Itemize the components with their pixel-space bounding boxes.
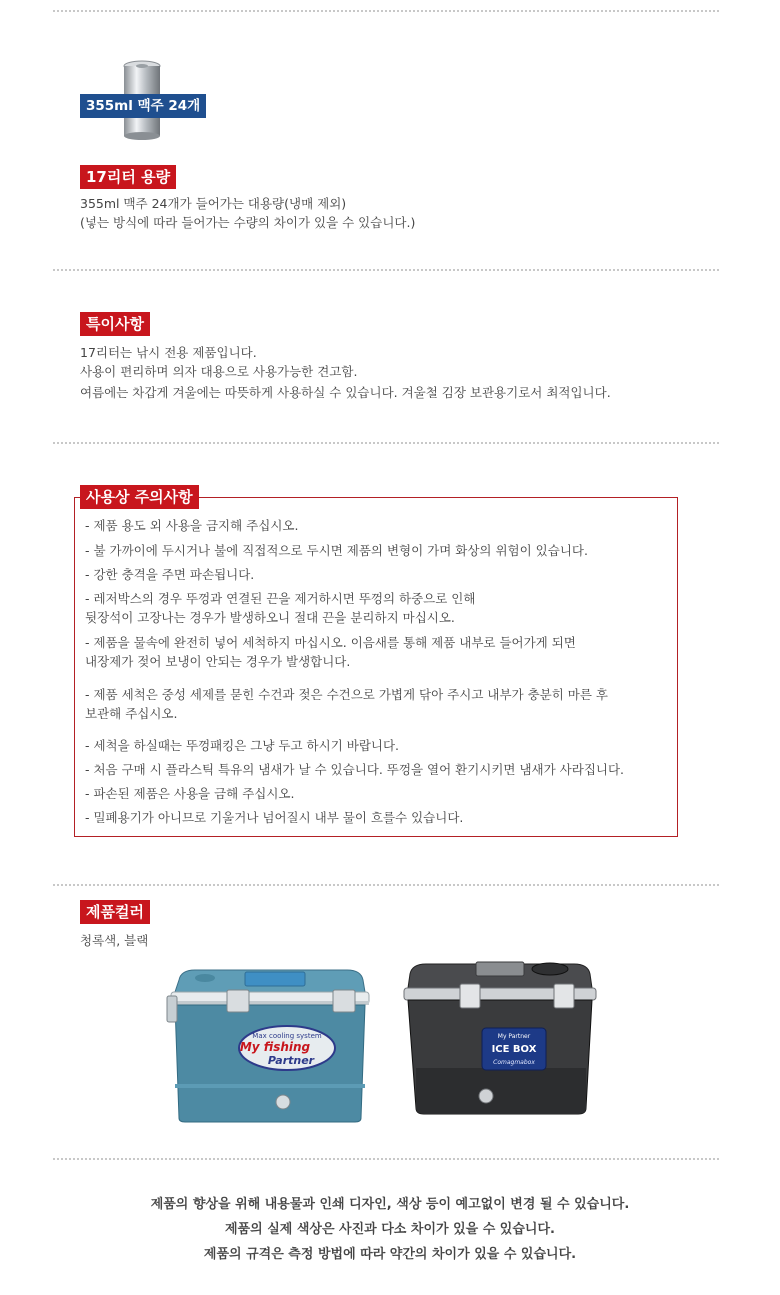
caution-item: - 제품을 물속에 완전히 넣어 세척하지 마십시오. 이음새를 통해 제품 내부로 들어가게 되면 <box>85 635 576 650</box>
black-badge-top: My Partner <box>497 1033 531 1040</box>
caution-item: - 파손된 제품은 사용을 금해 주십시오. <box>85 786 295 801</box>
features-line-3: 여름에는 차갑게 겨울에는 따뜻하게 사용하실 수 있습니다. 겨울철 김장 보관용기로서 최적입니다. <box>80 385 611 400</box>
blue-badge-sub: Partner <box>267 1054 315 1067</box>
caution-item: - 처음 구매 시 플라스틱 특유의 냄새가 날 수 있습니다. 뚜껑을 열어 환기시키면 냄새가 사라집니다. <box>85 762 625 777</box>
features-line-2: 사용이 편리하며 의자 대용으로 사용가능한 견고함. <box>80 364 358 379</box>
top-divider <box>53 10 719 12</box>
features-line-1: 17리터는 낚시 전용 제품입니다. <box>80 345 257 360</box>
blue-cooler-image <box>165 966 375 1126</box>
blue-badge-top: Max cooling system <box>252 1032 322 1040</box>
black-badge-main: ICE BOX <box>491 1044 537 1055</box>
footer-line-1: 제품의 향상을 위해 내용물과 인쇄 디자인, 색상 등이 예고없이 변경 될 수 있습니다. <box>150 1197 630 1212</box>
blue-badge-main: My fishing <box>239 1040 311 1054</box>
caution-tag: 사용상 주의사항 <box>80 485 199 509</box>
caution-item: - 세척을 하실때는 뚜껑패킹은 그냥 두고 하시기 바랍니다. <box>85 738 400 753</box>
can-capacity-label: 355ml 맥주 24개 <box>80 94 206 118</box>
divider-4 <box>53 1158 719 1160</box>
capacity-line-1: 355ml 맥주 24개가 들어가는 대용량(냉매 제외) <box>80 196 347 211</box>
divider-2 <box>53 442 719 444</box>
caution-item: - 제품 세척은 중성 세제를 묻힌 수건과 젖은 수건으로 가볍게 닦아 주시고 내부가 충분히 마른 후 <box>85 687 608 702</box>
caution-item: - 밀폐용기가 아니므로 기울거나 넘어질시 내부 물이 흐를수 있습니다. <box>85 810 464 825</box>
black-badge-sub: Comagmabox <box>493 1059 535 1066</box>
footer-line-2: 제품의 실제 색상은 사진과 다소 차이가 있을 수 있습니다. <box>225 1222 555 1237</box>
divider-3 <box>53 884 719 886</box>
color-text: 청록색, 블랙 <box>80 933 149 948</box>
caution-item: - 불 가까이에 두시거나 불에 직접적으로 두시면 제품의 변형이 가며 화상의 위험이 있습니다. <box>85 543 588 558</box>
capacity-tag: 17리터 용량 <box>80 165 176 189</box>
footer-line-3: 제품의 규격은 측정 방법에 따라 약간의 차이가 있을 수 있습니다. <box>203 1247 577 1262</box>
capacity-line-2: (넣는 방식에 따라 들어가는 수량의 차이가 있을 수 있습니다.) <box>80 215 416 230</box>
caution-item: - 강한 충격을 주면 파손됩니다. <box>85 567 255 582</box>
caution-item-cont: 뒷장석이 고장나는 경우가 발생하오니 절대 끈을 분리하지 마십시오. <box>85 610 455 625</box>
beer-can-illustration <box>80 60 210 144</box>
color-tag: 제품컬러 <box>80 900 150 924</box>
divider-1 <box>53 269 719 271</box>
black-cooler-image <box>400 958 600 1120</box>
caution-item-cont: 보관해 주십시오. <box>85 706 178 721</box>
features-tag: 특이사항 <box>80 312 150 336</box>
caution-item: - 제품 용도 외 사용을 금지해 주십시오. <box>85 518 299 533</box>
caution-item-cont: 내장제가 젖어 보냉이 안되는 경우가 발생합니다. <box>85 654 351 669</box>
caution-item: - 레저박스의 경우 뚜껑과 연결된 끈을 제거하시면 뚜껑의 하중으로 인해 <box>85 591 476 606</box>
